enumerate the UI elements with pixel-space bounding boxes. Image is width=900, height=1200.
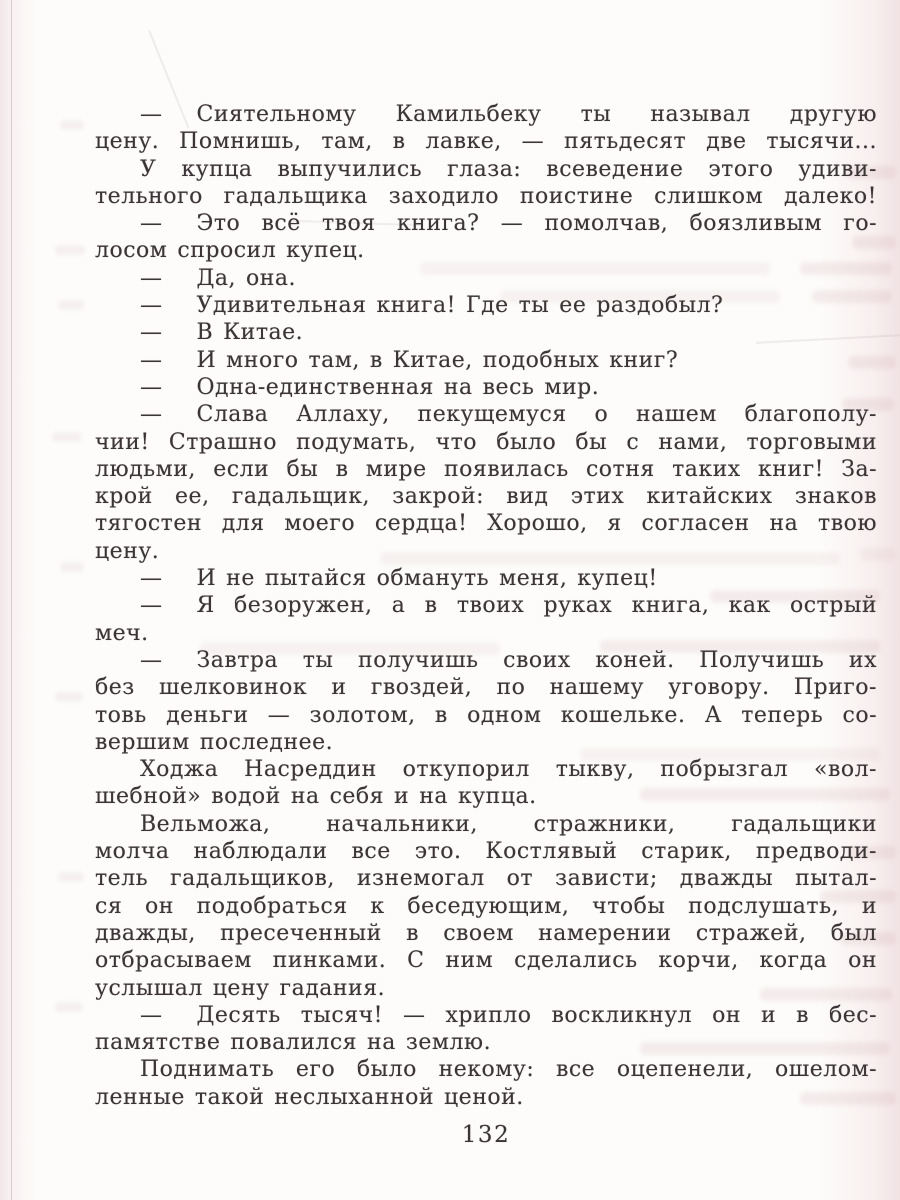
text-line: услышал цену гадания. (95, 975, 386, 1001)
text-line: тягостен для моего сердца! Хорошо, я согласен на твою (95, 511, 877, 537)
bleed-through-mark (58, 300, 84, 310)
text-line: ленные такой неслыханной ценой. (95, 1084, 524, 1110)
text-line: тельного гадальщика заходило поистине слишком далеко! (95, 183, 877, 209)
text-line: товь деньги — золотом, в одном кошельке. А теперь со- (95, 702, 877, 728)
text-line: меч. (95, 620, 149, 646)
text-line: ся он подобраться к беседующим, чтобы подслушать, и (95, 893, 877, 919)
text-line: — Сиятельному Камильбеку ты называл другую (140, 102, 877, 127)
text-line: вершим последнее. (95, 729, 334, 755)
bleed-through-mark (60, 562, 84, 572)
text-line: дважды, пресеченный в своем намерении стражей, был (95, 920, 877, 946)
page-edge-line (11, 0, 12, 1200)
bleed-through-mark (52, 432, 82, 442)
page-number: 132 (461, 1122, 511, 1148)
text-line: — Это всё твоя книга? — помолчав, боязливым го- (140, 211, 877, 237)
text-line: цену. Помнишь, там, в лавке, — пятьдесят две тысячи... (95, 129, 877, 155)
bleed-through-mark (55, 692, 83, 702)
text-block (95, 101, 877, 1111)
text-line: — Удивительная книга! Где ты ее раздобыл? (140, 293, 724, 319)
text-line: — Завтра ты получишь своих коней. Получишь их (140, 647, 877, 673)
text-line: — Одна-единственная на весь мир. (140, 374, 600, 400)
text-line: У купца выпучились глаза: всеведение этого удиви- (140, 156, 877, 182)
bleed-through-mark (58, 872, 84, 882)
text-line: Поднимать его было некому: все оцепенели, ошелом- (140, 1057, 877, 1083)
text-line: людьми, если бы в мире появилась сотня таких книг! За- (95, 456, 877, 482)
text-line: молча наблюдали все это. Костлявый старик, предводи- (95, 839, 877, 865)
text-line: — В Китае. (140, 320, 304, 346)
bleed-through-mark (55, 245, 85, 255)
text-line: — И не пытайся обмануть меня, купец! (140, 566, 658, 592)
bleed-through-mark (60, 120, 84, 130)
text-line: тель гадальщиков, изнемогал от зависти; дважды пытал- (95, 866, 877, 892)
text-line: — Десять тысяч! — хрипло воскликнул он и в бес- (140, 1002, 877, 1028)
text-line: Вельможа, начальники, стражники, гадальщики (140, 811, 877, 837)
text-line: без шелковинок и гвоздей, по нашему уговору. Приго- (95, 675, 877, 701)
text-line: крой ее, гадальщик, закрой: вид этих китайских знаков (95, 484, 877, 510)
text-line: отбрасываем пинками. С ним сделались корчи, когда он (95, 948, 877, 974)
text-line: — Я безоружен, а в твоих руках книга, как острый (140, 593, 877, 619)
text-line: лосом спросил купец. (95, 238, 365, 264)
bleed-through-mark (55, 1002, 83, 1012)
text-line: шебной» водой на себя и на купца. (95, 784, 537, 810)
text-line: цену. (95, 538, 160, 564)
text-line: — И много там, в Китае, подобных книг? (140, 347, 679, 373)
text-line: чии! Страшно подумать, что было бы с нами, торговыми (95, 429, 877, 455)
text-line: памятстве повалился на землю. (95, 1030, 492, 1056)
text-line: — Слава Аллаху, пекущемуся о нашем благополу- (140, 402, 877, 428)
text-line: — Да, она. (140, 265, 297, 291)
text-line: Ходжа Насреддин откупорил тыкву, побрызгал «вол- (140, 757, 877, 783)
